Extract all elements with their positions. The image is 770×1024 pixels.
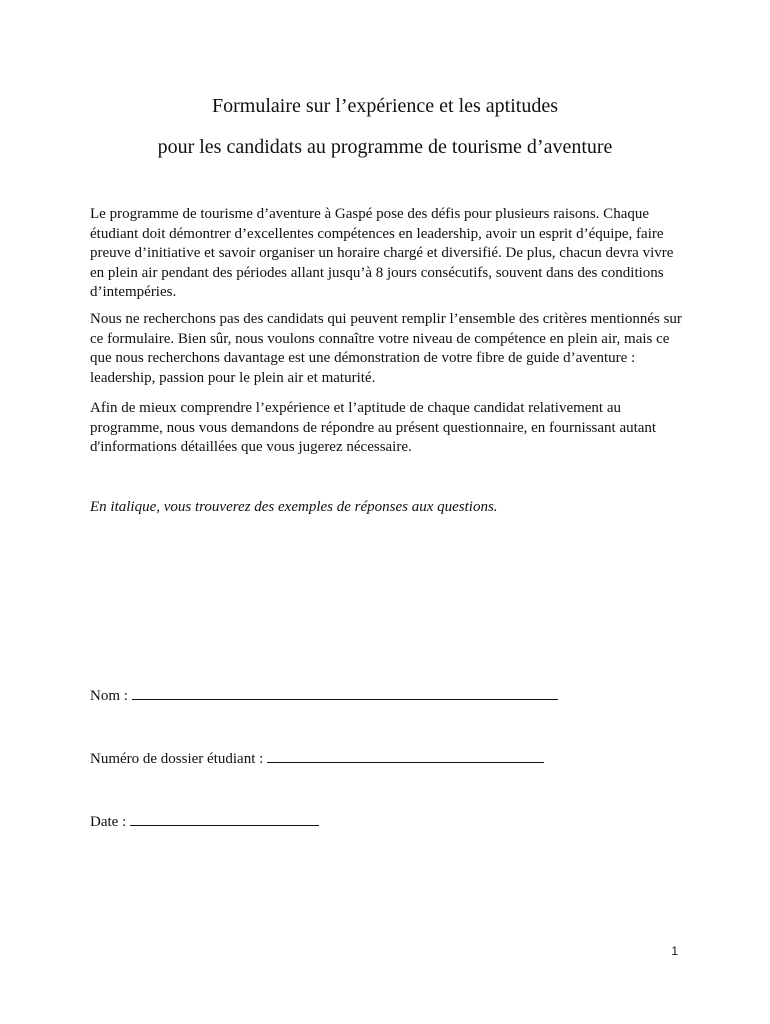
intro-paragraph-1: Le programme de tourisme d’aventure à Gaspé pose des défis pour plusieurs raisons. Chaque étudiant doit démontrer d’excellentes compétences en leadership, avoir un esprit d’équipe, faire preuve d’initiative et savoir organiser un horaire chargé et diversifié. De plus, chacun devra vivre en plein air pendant des périodes allant jusqu’à 8 jours consécutifs, souvent dans des conditions d’intempéries. bbox=[90, 206, 674, 300]
document-title-line-2: pour les candidats au programme de tourisme d’aventure bbox=[157, 136, 613, 158]
intro-paragraph-3: Afin de mieux comprendre l’expérience et l’aptitude de chaque candidat relativement au programme, nous vous demandons de répondre au présent questionnaire, en fournissant autant d'informations détaillées que vous jugerez nécessaire. bbox=[90, 400, 657, 455]
date-blank-line[interactable] bbox=[130, 811, 319, 826]
student-file-number-blank-line[interactable] bbox=[267, 748, 544, 763]
example-note: En italique, vous trouverez des exemples de réponses aux questions. bbox=[90, 499, 498, 515]
name-blank-line[interactable] bbox=[132, 685, 558, 700]
date-label: Date : bbox=[90, 814, 127, 830]
page-number: 1 bbox=[671, 944, 678, 958]
name-label: Nom : bbox=[90, 688, 128, 704]
student-file-number-label: Numéro de dossier étudiant : bbox=[90, 751, 264, 767]
name-field bbox=[90, 685, 558, 706]
date-field bbox=[90, 811, 319, 832]
intro-paragraph-2: Nous ne recherchons pas des candidats qui peuvent remplir l’ensemble des critères mentionnés sur ce formulaire. Bien sûr, nous voulons connaître votre niveau de compétence en plein air, mais ce que nous recherchons davantage est une démonstration de votre fibre de guide d’aventure : leadership, passion pour le plein air et maturité. bbox=[90, 311, 682, 386]
student-file-number-field bbox=[90, 748, 544, 769]
document-title-line-1: Formulaire sur l’expérience et les aptitudes bbox=[212, 95, 558, 117]
